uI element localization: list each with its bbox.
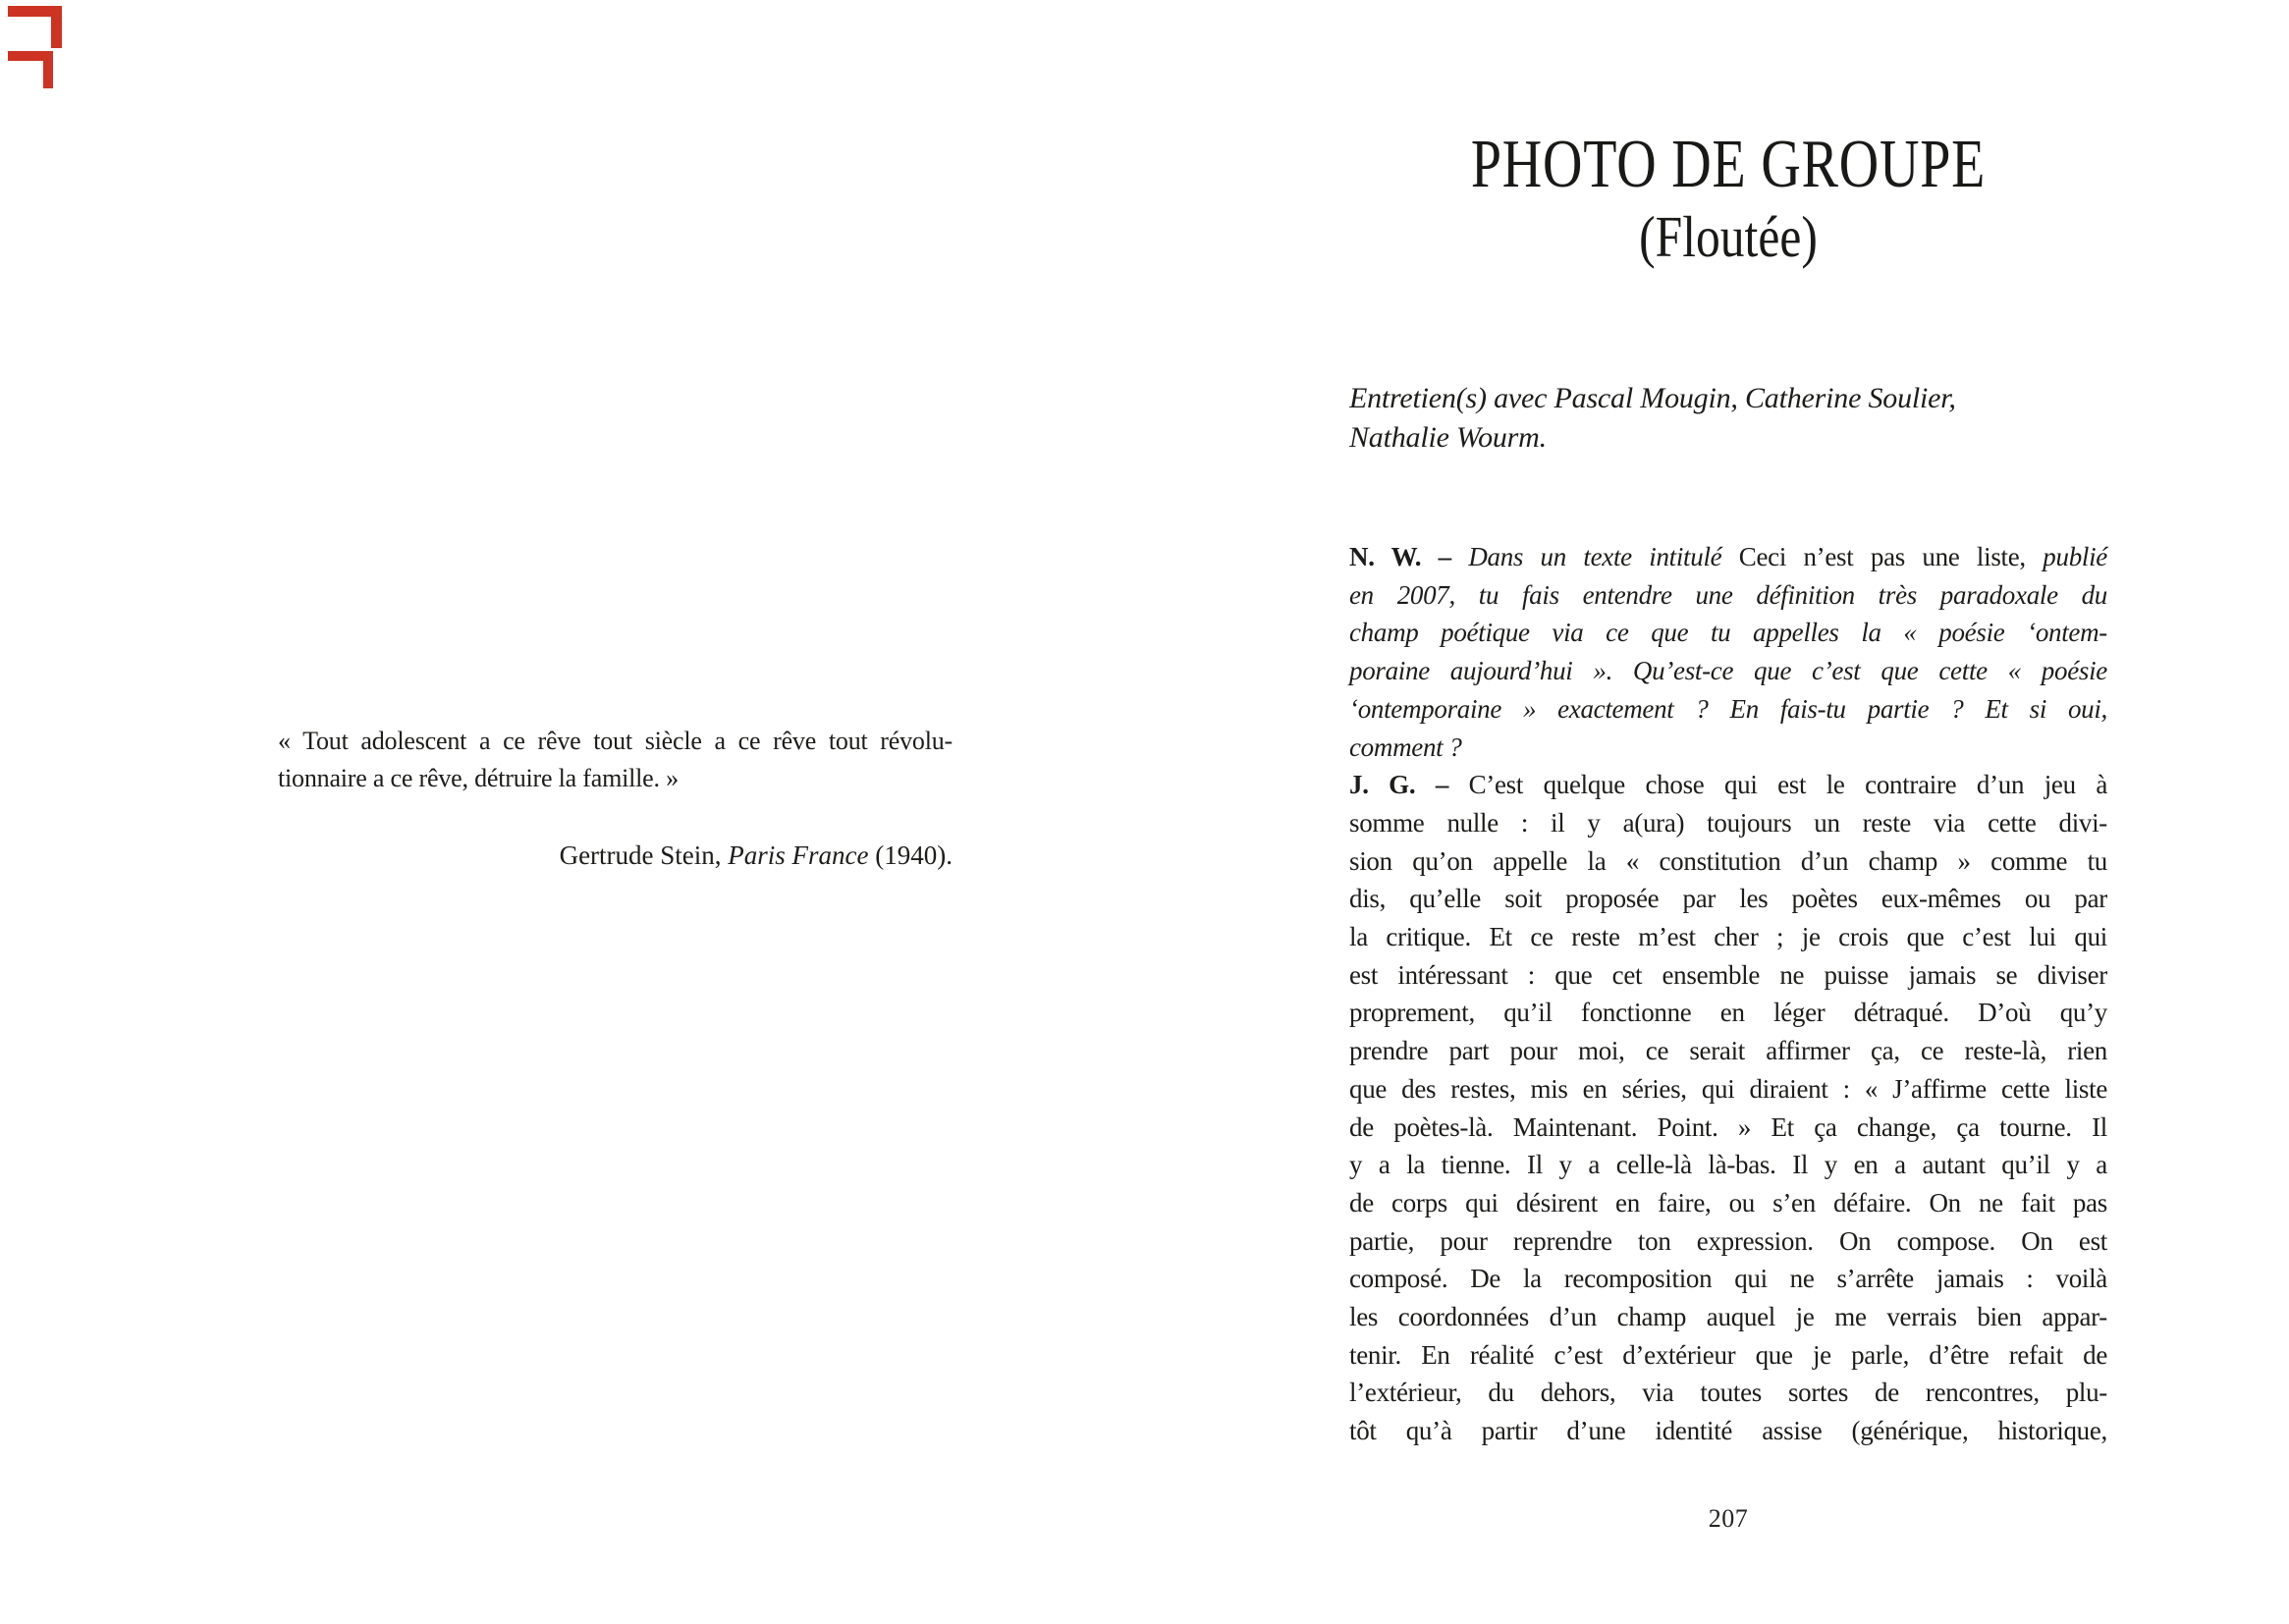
text-line bbox=[1349, 1374, 2107, 1412]
interview-byline bbox=[1349, 379, 2107, 457]
text-line bbox=[1349, 1146, 2107, 1184]
text-line bbox=[1349, 766, 2107, 804]
text-line bbox=[1349, 1336, 2107, 1375]
text-segment: tenir. En réalité c’est d’extérieur que je parle, d’être refait de bbox=[1349, 1339, 2107, 1370]
text-line bbox=[1349, 994, 2107, 1032]
text-line bbox=[1349, 1070, 2107, 1109]
text-line bbox=[1349, 880, 2107, 918]
right-page bbox=[1349, 0, 2107, 1624]
text-line bbox=[1349, 576, 2107, 615]
text-segment: est intéressant : que cet ensemble ne puisse jamais se diviser bbox=[1349, 959, 2107, 990]
text-segment: proprement, qu’il fonctionne en léger détraqué. D’où qu’y bbox=[1349, 998, 2107, 1028]
text-segment: poraine aujourd’hui ». Qu’est-ce que c’est que cette « poésie bbox=[1349, 656, 2107, 686]
text-segment: composé. De la recomposition qui ne s’arrête jamais : voilà bbox=[1349, 1264, 2107, 1294]
text-segment: dis, qu’elle soit proposée par les poètes eux-mêmes ou par bbox=[1349, 884, 2107, 914]
text-segment: les coordonnées d’un champ auquel je me verrais bien appar- bbox=[1349, 1302, 2107, 1332]
question-paragraph bbox=[1349, 538, 2107, 766]
text-line bbox=[1349, 1184, 2107, 1222]
text-segment: publié bbox=[2025, 542, 2107, 571]
text-line: Entretien(s) avec Pascal Mougin, Catherine Soulier, bbox=[1349, 382, 1956, 414]
text-line bbox=[1349, 842, 2107, 881]
red-crop-mark-icon bbox=[8, 6, 62, 48]
text-line bbox=[1349, 1298, 2107, 1336]
text-line: Nathalie Wourm. bbox=[1349, 420, 1547, 454]
text-line bbox=[1349, 1222, 2107, 1261]
answer-paragraph bbox=[1349, 766, 2107, 1450]
page-number: 207 bbox=[1708, 1504, 1749, 1533]
text-segment: partie, pour reprendre ton expression. On compose. On est bbox=[1349, 1225, 2107, 1256]
text-segment: (1940). bbox=[868, 840, 953, 870]
text-line bbox=[1349, 1412, 2107, 1450]
text-segment: de corps qui désirent en faire, ou s’en défaire. On ne fait pas bbox=[1349, 1187, 2107, 1218]
text-line bbox=[1349, 690, 2107, 729]
text-line bbox=[1349, 1260, 2107, 1298]
text-line bbox=[278, 723, 953, 760]
text-segment: Gertrude Stein, bbox=[559, 840, 729, 870]
text-segment: la critique. Et ce reste m’est cher ; je crois que c’est lui qui bbox=[1349, 922, 2107, 952]
text-line bbox=[1349, 956, 2107, 995]
text-segment: somme nulle : il y a(ura) toujours un reste via cette divi- bbox=[1349, 807, 2107, 838]
text-segment: de poètes-là. Maintenant. Point. » Et ça change, ça tourne. Il bbox=[1349, 1111, 2107, 1142]
text-segment: tôt qu’à partir d’une identité assise (générique, historique, bbox=[1349, 1416, 2107, 1446]
interview-body bbox=[1349, 538, 2107, 1450]
text-line bbox=[1349, 804, 2107, 842]
text-segment: J. G. – bbox=[1349, 770, 1469, 800]
red-crop-mark-icon bbox=[8, 51, 53, 88]
text-line bbox=[1349, 614, 2107, 652]
text-line bbox=[1349, 1032, 2107, 1070]
text-segment: C’est quelque chose qui est le contraire d’un jeu à bbox=[1468, 770, 2107, 800]
text-line bbox=[278, 760, 953, 797]
text-segment: comment ? bbox=[1349, 731, 1462, 762]
text-line bbox=[1349, 652, 2107, 690]
text-segment: ‘ontemporaine » exactement ? En fais-tu partie ? Et si oui, bbox=[1349, 693, 2107, 724]
text-segment: en 2007, tu fais entendre une définition très paradoxale du bbox=[1349, 579, 2107, 610]
text-segment: prendre part pour moi, ce serait affirmer ça, ce reste-là, rien bbox=[1349, 1036, 2107, 1066]
text-line bbox=[1349, 729, 2107, 767]
text-segment: « Tout adolescent a ce rêve tout siècle a ce rêve tout révolu- bbox=[278, 727, 953, 755]
text-segment: Ceci n’est pas une liste, bbox=[1738, 542, 2026, 571]
epigraph-quote bbox=[278, 723, 953, 797]
epigraph bbox=[278, 723, 953, 797]
text-segment: que des restes, mis en séries, qui diraient : « J’affirme cette liste bbox=[1349, 1073, 2107, 1104]
text-segment: y a la tienne. Il y a celle-là là-bas. Il y en a autant qu’il y a bbox=[1349, 1150, 2107, 1180]
text-segment: l’extérieur, du dehors, via toutes sortes de rencontres, plu- bbox=[1349, 1378, 2107, 1408]
text-segment: sion qu’on appelle la « constitution d’un champ » comme tu bbox=[1349, 845, 2107, 876]
epigraph-attribution bbox=[278, 837, 953, 874]
text-line bbox=[1349, 918, 2107, 956]
text-segment: Dans un texte intitulé bbox=[1468, 542, 1739, 571]
text-segment: Paris France bbox=[728, 840, 869, 870]
text-line bbox=[1349, 538, 2107, 576]
chapter-title: PHOTO DE GROUPE bbox=[1470, 127, 1987, 202]
chapter-subtitle: (Floutée) bbox=[1639, 204, 1818, 269]
text-segment: N. W. – bbox=[1349, 542, 1469, 571]
text-segment: champ poétique via ce que tu appelles la « poésie ‘ontem- bbox=[1349, 618, 2107, 648]
text-segment: tionnaire a ce rêve, détruire la famille. » bbox=[278, 764, 679, 792]
text-line bbox=[1349, 1109, 2107, 1147]
